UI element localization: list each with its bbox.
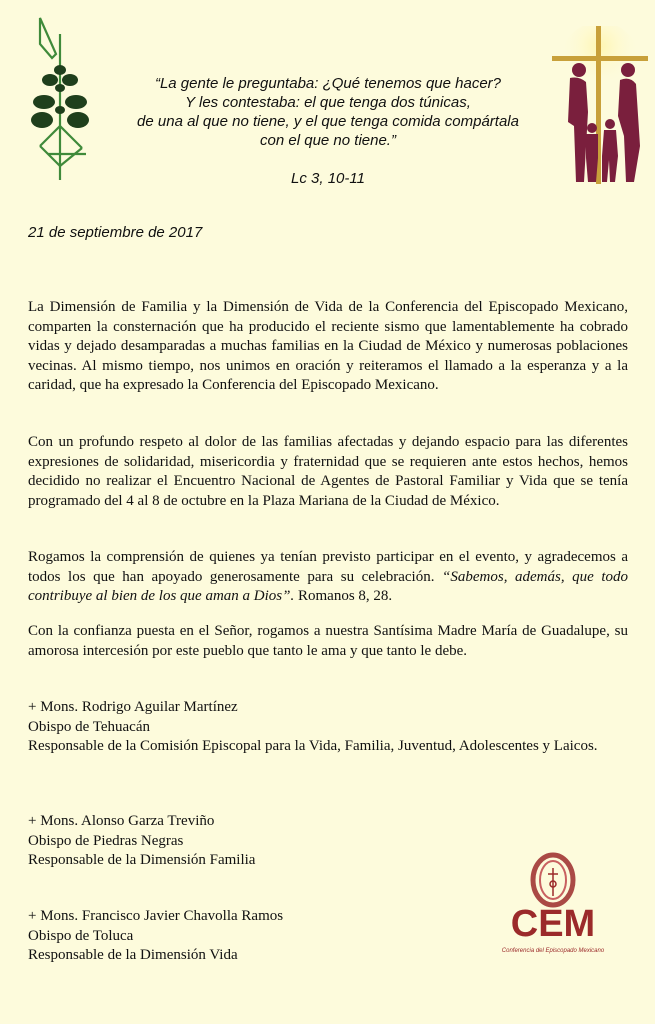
letter-date: 21 de septiembre de 2017 [28, 224, 203, 241]
cross-family-icon [552, 26, 648, 184]
paragraph-3 [28, 548, 628, 607]
signer-title: Obispo de Tehuacán [28, 718, 150, 735]
signer-name: + Mons. Rodrigo Aguilar Martínez [28, 699, 238, 715]
quote-line: con el que no tiene.” [260, 132, 396, 149]
quote-reference: Lc 3, 10-11 [291, 170, 365, 187]
bible-reference: Romanos 8, 28. [294, 588, 393, 604]
paragraph-3-text: Rogamos la comprensión de quienes ya tenían previsto participar en el evento, y agradecemos a todos los que han apoyado generosamente para su celebración. [28, 549, 628, 585]
paragraph-2: Con un profundo respeto al dolor de las familias afectadas y dejando espacio para las diferentes expresiones de solidaridad, misericordia y fraternidad que se requieren ante estos hechos, hemos decidido no realizar el Encuentro Nacional de Agentes de Pastoral Familiar y Vida que se tenía programado del 4 al 8 de octubre en la Plaza Mariana de la Ciudad de México. [28, 434, 628, 509]
quote-line: “La gente le preguntaba: ¿Qué tenemos que hacer? [154, 75, 502, 92]
signer-role: Responsable de la Comisión Episcopal para la Vida, Familia, Juventud, Adolescentes y Laicos. [28, 738, 598, 754]
epigraph-quote [108, 74, 548, 150]
signer-role: Responsable de la Dimensión Familia [28, 852, 256, 868]
paragraph-1: La Dimensión de Familia y la Dimensión de Vida de la Conferencia del Episcopado Mexicano, comparten la consternación que ha producido el reciente sismo que lamentablemente ha cobrado vidas y dejado desamparadas a muchas familias en la Ciudad de México y numerosas poblaciones vecinas. Al mismo tiempo, nos unimos en oración y reiteramos el llamado a la esperanza y a la caridad, que ha expresado la Conferencia del Episcopado Mexicano. [28, 299, 628, 393]
cem-logo [498, 852, 608, 960]
quote-line: Y les contestaba: el que tenga dos túnicas, [185, 94, 471, 111]
cem-full-name: Conferencia del Episcopado Mexicano [501, 948, 605, 954]
signer-role: Responsable de la Dimensión Vida [28, 947, 238, 963]
cem-acronym: CEM [510, 903, 596, 945]
signer-name: + Mons. Alonso Garza Treviño [28, 813, 215, 829]
signer-name: + Mons. Francisco Javier Chavolla Ramos [28, 908, 284, 924]
signer-title: Obispo de Toluca [28, 927, 134, 944]
signature-block [28, 698, 628, 757]
quote-line: de una al que no tiene, y el que tenga comida compártala [137, 113, 519, 130]
tree-family-icon [26, 14, 96, 184]
signer-title: Obispo de Piedras Negras [28, 832, 184, 849]
bible-quote: “Sabemos, además, que todo contribuye al bien de los que aman a Dios”. [28, 568, 628, 604]
paragraph-4: Con la confianza puesta en el Señor, rogamos a nuestra Santísima Madre María de Guadalupe, su amorosa intercesión por este pueblo que tanto le ama y que tanto le debe. [28, 623, 628, 659]
